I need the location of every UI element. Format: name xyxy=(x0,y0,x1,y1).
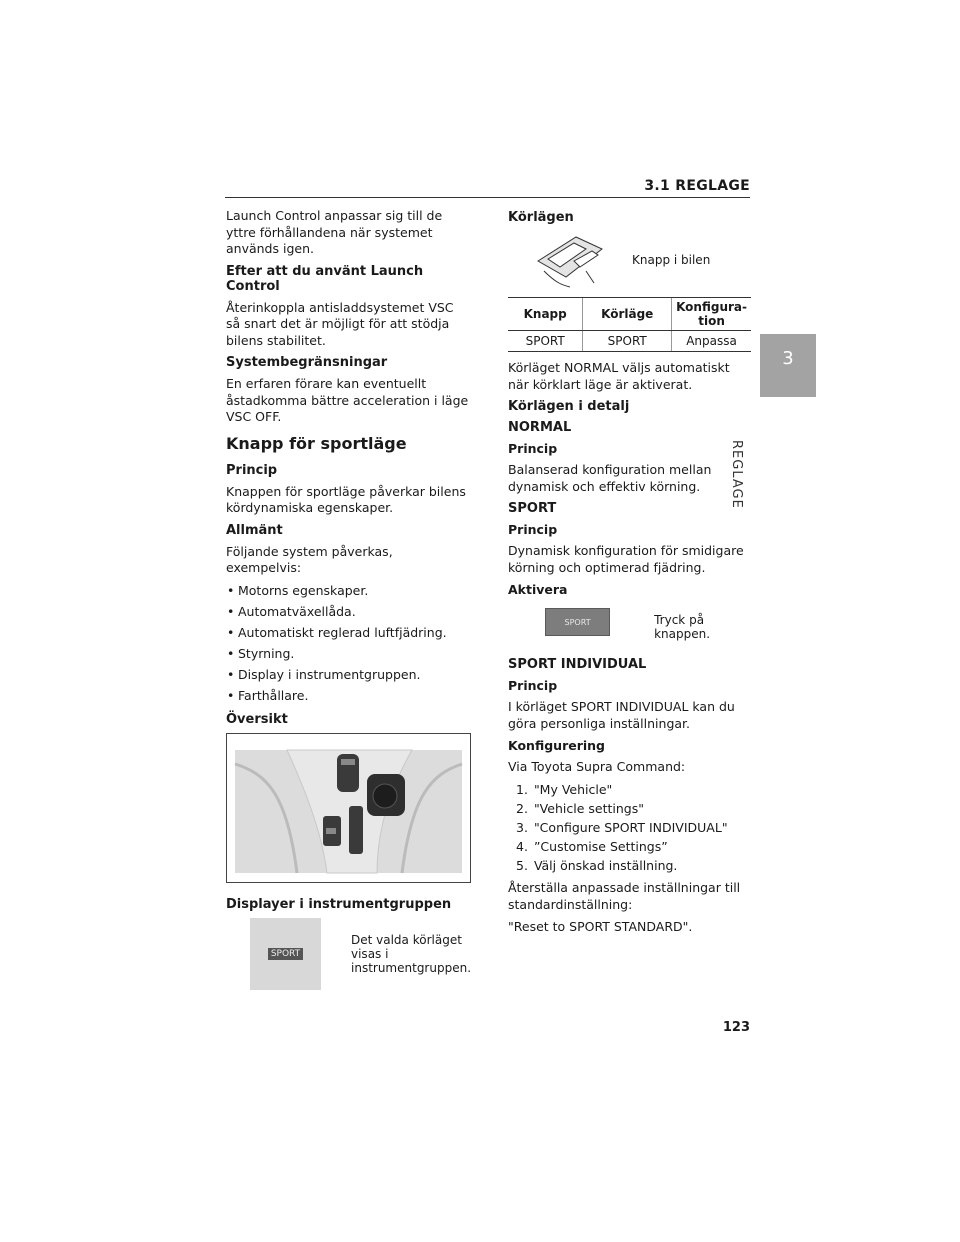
displays-heading: Displayer i instrumentgruppen xyxy=(226,897,452,912)
table-header-button: Knapp xyxy=(508,298,583,331)
sport-text: Dynamisk konfiguration för smidigare körning och optimerad fjädring. xyxy=(508,543,744,575)
sport-button-heading: Knapp för sportläge xyxy=(226,433,407,453)
header-rule xyxy=(225,197,750,198)
section-heading: 3.1 REGLAGE xyxy=(644,178,750,194)
modes-table xyxy=(508,297,751,352)
general-heading: Allmänt xyxy=(226,522,283,538)
individual-text: I körläget SPORT INDIVIDUAL kan du göra personliga inställningar. xyxy=(508,699,735,731)
list-item: • Farthållare. xyxy=(227,687,309,703)
after-launch-heading: Efter att du använt Launch Control xyxy=(226,263,424,294)
table-row xyxy=(508,331,751,352)
sport-heading: SPORT xyxy=(508,501,557,516)
normal-text: Balanserad konfiguration mellan dynamisk och effektiv körning. xyxy=(508,462,712,494)
principle-text: Knappen för sportläge påverkar bilens kördynamiska egenskaper. xyxy=(226,483,466,515)
normal-note: Körläget NORMAL väljs automatiskt när körklart läge är aktiverat. xyxy=(508,360,730,392)
left-column xyxy=(226,208,471,998)
sport-button: SPORT xyxy=(545,608,610,636)
activate-caption: Tryck på knappen. xyxy=(654,613,711,641)
list-item: • Automatiskt reglerad luftfjädring. xyxy=(227,624,447,640)
instrument-cluster-figure xyxy=(250,918,471,990)
activate-figure xyxy=(545,603,753,641)
config-heading: Konfigurering xyxy=(508,738,606,753)
button-figure xyxy=(536,231,753,289)
individual-principle-heading: Princip xyxy=(508,678,558,693)
activate-heading: Aktivera xyxy=(508,582,568,597)
config-steps xyxy=(508,782,753,875)
individual-heading: SPORT INDIVIDUAL xyxy=(508,657,647,672)
config-intro: Via Toyota Supra Command: xyxy=(508,759,686,774)
list-item: 4. ”Customise Settings” xyxy=(516,838,668,854)
reset-value: "Reset to SPORT STANDARD". xyxy=(508,919,693,934)
sport-mode-indicator: SPORT xyxy=(268,948,303,960)
console-drawing xyxy=(227,734,470,882)
list-item: • Motorns egenskaper. xyxy=(227,582,369,598)
after-launch-text: Återinkoppla antisladdsystemet VSC så snart det är möjligt för att stödja bilens stabilitet. xyxy=(226,299,454,348)
limits-heading: Systembegränsningar xyxy=(226,355,388,370)
limits-text: En erfaren förare kan eventuellt åstadkomma bättre acceleration i läge VSC OFF. xyxy=(226,376,469,424)
center-console-illustration xyxy=(226,733,471,883)
normal-principle-heading: Princip xyxy=(508,441,558,456)
intro-paragraph: Launch Control anpassar sig till de yttre förhållandena när systemet används igen. xyxy=(226,208,443,256)
sport-principle-heading: Princip xyxy=(508,522,558,537)
instrument-cluster-caption: Det valda körläget visas i instrumentgruppen. xyxy=(351,933,472,975)
button-caption: Knapp i bilen xyxy=(632,253,711,267)
table-cell: SPORT xyxy=(508,331,583,352)
table-cell: SPORT xyxy=(583,331,672,352)
list-item: 1. "My Vehicle" xyxy=(516,781,613,797)
list-item: • Automatväxellåda. xyxy=(227,603,356,619)
modes-detail-heading: Körlägen i detalj xyxy=(508,399,630,414)
reset-text: Återställa anpassade inställningar till standardinställning: xyxy=(508,880,741,912)
chapter-number: 3 xyxy=(782,348,794,369)
list-item: 2. "Vehicle settings" xyxy=(516,800,644,816)
list-item: 5. Välj önskad inställning. xyxy=(516,857,678,873)
page-number: 123 xyxy=(722,1020,750,1035)
right-column xyxy=(508,208,753,942)
driving-modes-heading: Körlägen xyxy=(508,210,574,225)
car-button-illustration xyxy=(536,231,604,289)
affected-systems-list xyxy=(226,583,471,705)
table-cell: Anpassa xyxy=(672,331,751,352)
table-header-config: Konfigura-tion xyxy=(672,298,751,331)
list-item: • Styrning. xyxy=(227,645,295,661)
list-item: • Display i instrumentgruppen. xyxy=(227,666,421,682)
overview-heading: Översikt xyxy=(226,712,288,727)
general-text: Följande system påverkas, exempelvis: xyxy=(226,543,393,575)
table-header-mode: Körläge xyxy=(583,298,672,331)
instrument-cluster-image xyxy=(250,918,321,990)
chapter-label: REGLAGE xyxy=(729,440,744,509)
principle-heading: Princip xyxy=(226,462,278,478)
list-item: 3. "Configure SPORT INDIVIDUAL" xyxy=(516,819,728,835)
normal-heading: NORMAL xyxy=(508,420,572,435)
